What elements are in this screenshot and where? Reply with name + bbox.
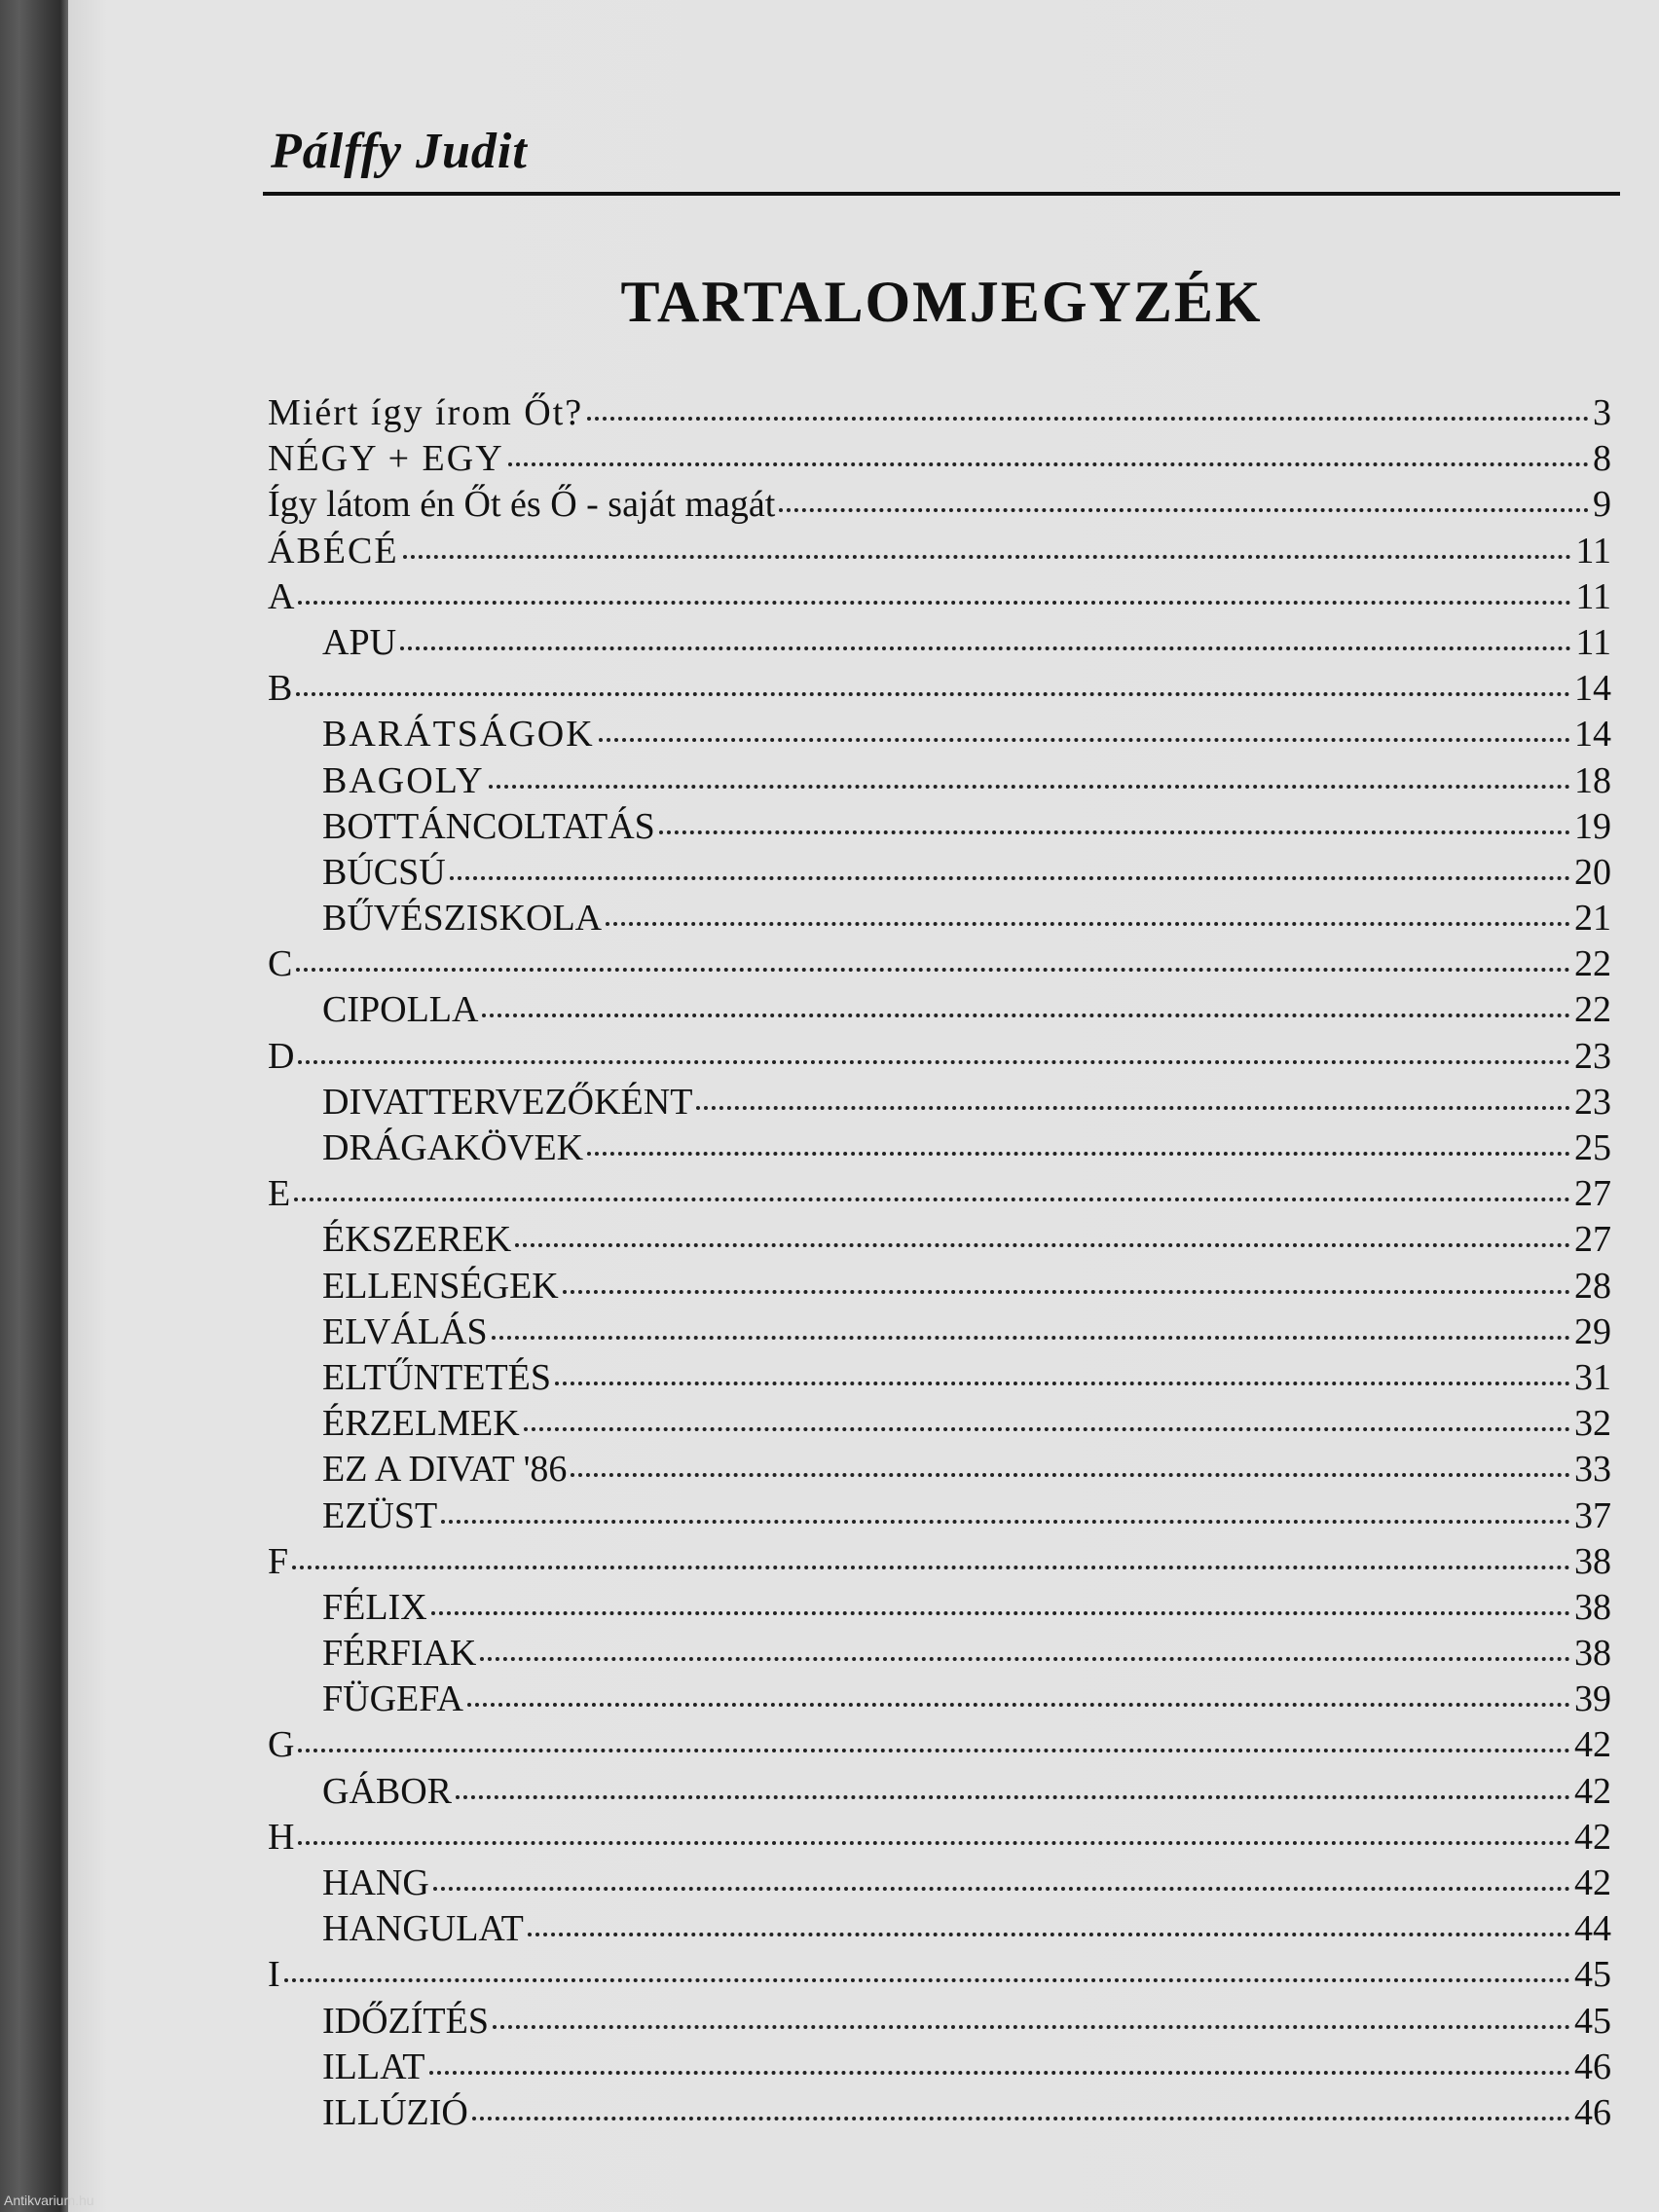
toc-entry-label: ÁBÉCÉ <box>268 530 399 571</box>
toc-subentry <box>268 1677 1611 1723</box>
toc-entry <box>268 1172 1611 1218</box>
dot-leader <box>298 1060 1570 1064</box>
dot-leader <box>563 1290 1570 1294</box>
toc-entry-label: CIPOLLA <box>322 989 479 1031</box>
dot-leader <box>599 738 1570 742</box>
toc-page-number: 29 <box>1574 1310 1611 1352</box>
toc-subentry <box>268 1126 1611 1172</box>
toc-entry-label: GÁBOR <box>322 1770 453 1812</box>
toc-entry-label: C <box>268 943 293 985</box>
dot-leader <box>489 785 1570 789</box>
toc-page-number: 3 <box>1593 392 1611 433</box>
toc-subentry <box>268 1632 1611 1677</box>
toc-page-number: 42 <box>1574 1816 1611 1858</box>
toc-entry <box>268 575 1611 621</box>
toc-subentry <box>268 2046 1611 2091</box>
dot-leader <box>294 1198 1570 1201</box>
toc-subentry <box>268 621 1611 667</box>
toc-page-number: 28 <box>1574 1265 1611 1307</box>
toc-page-number: 8 <box>1593 438 1611 480</box>
toc-subentry <box>268 759 1611 805</box>
toc-entry <box>268 391 1611 437</box>
toc-entry-label: BARÁTSÁGOK <box>322 714 595 756</box>
toc-page-number: 25 <box>1574 1127 1611 1168</box>
toc-entry-label: FÜGEFA <box>322 1678 463 1720</box>
toc-subentry <box>268 1770 1611 1816</box>
toc-entry-label: Így látom én Őt és Ő - saját magát <box>268 484 776 526</box>
toc-subentry <box>268 1356 1611 1402</box>
toc-subentry <box>268 1310 1611 1356</box>
toc-entry-label: A <box>268 575 295 617</box>
toc-subentry <box>268 897 1611 942</box>
toc-entry-label: EZÜST <box>322 1494 438 1536</box>
toc-page-number: 42 <box>1574 1724 1611 1766</box>
toc-subentry <box>268 1402 1611 1448</box>
toc-page-number: 19 <box>1574 805 1611 847</box>
toc-entry-label: Miért így írom Őt? <box>268 392 584 433</box>
toc-subentry <box>268 851 1611 897</box>
toc-page-number: 39 <box>1574 1678 1611 1720</box>
dot-leader <box>433 1887 1570 1891</box>
author-header: Pálffy Judit <box>271 124 528 179</box>
dot-leader <box>298 1841 1570 1845</box>
toc-subentry <box>268 805 1611 851</box>
toc-entry-label: ÉKSZEREK <box>322 1219 512 1261</box>
dot-leader <box>450 876 1570 880</box>
toc-entry-label: H <box>268 1816 295 1858</box>
toc-page-number: 20 <box>1574 851 1611 893</box>
toc-entry-label: BAGOLY <box>322 759 485 801</box>
dot-leader <box>482 1014 1570 1017</box>
toc-page-number: 38 <box>1574 1540 1611 1582</box>
dot-leader <box>467 1703 1570 1707</box>
toc-entry-label: B <box>268 668 293 710</box>
dot-leader <box>587 417 1589 421</box>
toc-page-number: 46 <box>1574 2091 1611 2133</box>
toc-subentry <box>268 1494 1611 1540</box>
dot-leader <box>296 968 1570 972</box>
toc-subentry <box>268 1586 1611 1632</box>
toc-subentry <box>268 1265 1611 1310</box>
dot-leader <box>696 1106 1570 1110</box>
toc-subentry <box>268 713 1611 758</box>
toc-page-number: 11 <box>1575 530 1611 571</box>
toc-entry-label: F <box>268 1540 289 1582</box>
toc-page-number: 46 <box>1574 2046 1611 2087</box>
toc-entry <box>268 942 1611 988</box>
toc-entry <box>268 483 1611 529</box>
toc-entry <box>268 1723 1611 1769</box>
toc-entry-label: APU <box>322 621 397 663</box>
toc-page-number: 22 <box>1574 989 1611 1031</box>
toc-entry-label: IDŐZÍTÉS <box>322 2000 489 2042</box>
toc-entry-label: HANGULAT <box>322 1908 524 1950</box>
toc-page-number: 23 <box>1574 1035 1611 1077</box>
toc-entry <box>268 437 1611 483</box>
dot-leader <box>441 1520 1570 1524</box>
toc-entry-label: ELVÁLÁS <box>322 1310 488 1352</box>
toc-entry-label: FÉRFIAK <box>322 1633 477 1675</box>
toc-page-number: 18 <box>1574 759 1611 801</box>
dot-leader <box>515 1243 1570 1247</box>
dot-leader <box>480 1657 1570 1661</box>
dot-leader <box>493 2025 1570 2029</box>
table-of-contents <box>268 391 1611 2137</box>
header-rule <box>263 192 1620 196</box>
toc-page-number: 37 <box>1574 1494 1611 1536</box>
dot-leader <box>298 1749 1570 1752</box>
toc-entry-label: FÉLIX <box>322 1586 427 1628</box>
toc-subentry <box>268 2091 1611 2137</box>
dot-leader <box>472 2117 1570 2120</box>
toc-entry-label: BOTTÁNCOLTATÁS <box>322 805 655 847</box>
dot-leader <box>296 692 1570 696</box>
watermark: Antikvarium.hu <box>4 2193 94 2208</box>
toc-subentry <box>268 988 1611 1034</box>
toc-page-number: 11 <box>1575 575 1611 617</box>
dot-leader <box>456 1795 1570 1799</box>
dot-leader <box>429 2071 1570 2075</box>
dot-leader <box>528 1933 1570 1936</box>
toc-page-number: 33 <box>1574 1449 1611 1491</box>
toc-entry-label: BŰVÉSZISKOLA <box>322 898 603 940</box>
toc-page-number: 9 <box>1593 484 1611 526</box>
dot-leader <box>587 1152 1570 1156</box>
dot-leader <box>524 1427 1570 1431</box>
toc-entry-label: DRÁGAKÖVEK <box>322 1127 584 1168</box>
toc-entry-label: EZ A DIVAT '86 <box>322 1449 568 1491</box>
toc-entry-label: ILLAT <box>322 2046 425 2087</box>
toc-page-number: 14 <box>1574 714 1611 756</box>
toc-page-number: 42 <box>1574 1770 1611 1812</box>
book-binding <box>0 0 68 2212</box>
page-title: TARTALOMJEGYZÉK <box>620 270 1263 334</box>
toc-entry-label: BÚCSÚ <box>322 851 446 893</box>
toc-page-number: 22 <box>1574 943 1611 985</box>
toc-page-number: 45 <box>1574 1954 1611 1996</box>
toc-page-number: 45 <box>1574 2000 1611 2042</box>
toc-entry-label: NÉGY + EGY <box>268 438 504 480</box>
toc-subentry <box>268 1081 1611 1126</box>
toc-entry <box>268 1035 1611 1081</box>
dot-leader <box>298 601 1571 605</box>
toc-subentry <box>268 1448 1611 1493</box>
toc-page-number: 44 <box>1574 1908 1611 1950</box>
dot-leader <box>606 922 1570 926</box>
dot-leader <box>292 1566 1570 1569</box>
toc-page-number: 31 <box>1574 1356 1611 1398</box>
toc-entry-label: HANG <box>322 1862 429 1903</box>
toc-entry-label: I <box>268 1954 280 1996</box>
dot-leader <box>571 1473 1570 1477</box>
toc-subentry <box>268 1907 1611 1953</box>
toc-entry-label: D <box>268 1035 295 1077</box>
toc-page-number: 38 <box>1574 1633 1611 1675</box>
toc-page-number: 32 <box>1574 1403 1611 1445</box>
toc-entry <box>268 1953 1611 1999</box>
dot-leader <box>403 555 1572 559</box>
toc-page-number: 21 <box>1574 898 1611 940</box>
toc-entry-label: ÉRZELMEK <box>322 1403 520 1445</box>
toc-entry-label: G <box>268 1724 295 1766</box>
dot-leader <box>555 1382 1570 1385</box>
toc-subentry <box>268 1862 1611 1907</box>
dot-leader <box>659 830 1570 834</box>
toc-entry-label: ELTŰNTETÉS <box>322 1356 552 1398</box>
dot-leader <box>508 462 1589 466</box>
dot-leader <box>284 1978 1570 1982</box>
dot-leader <box>492 1336 1570 1340</box>
dot-leader <box>779 508 1589 512</box>
toc-entry <box>268 530 1611 575</box>
toc-entry <box>268 1540 1611 1586</box>
toc-entry-label: ELLENSÉGEK <box>322 1265 559 1307</box>
dot-leader <box>400 646 1571 650</box>
toc-subentry <box>268 2000 1611 2046</box>
toc-entry-label: ILLÚZIÓ <box>322 2091 468 2133</box>
toc-entry <box>268 667 1611 713</box>
toc-entry-label: DIVATTERVEZŐKÉNT <box>322 1081 693 1123</box>
toc-page-number: 11 <box>1575 621 1611 663</box>
toc-page-number: 23 <box>1574 1081 1611 1123</box>
dot-leader <box>431 1611 1570 1615</box>
toc-subentry <box>268 1218 1611 1264</box>
toc-page-number: 27 <box>1574 1219 1611 1261</box>
toc-entry-label: E <box>268 1173 291 1215</box>
toc-page-number: 14 <box>1574 668 1611 710</box>
toc-page-number: 42 <box>1574 1862 1611 1903</box>
toc-page-number: 38 <box>1574 1586 1611 1628</box>
toc-entry <box>268 1816 1611 1862</box>
toc-page-number: 27 <box>1574 1173 1611 1215</box>
